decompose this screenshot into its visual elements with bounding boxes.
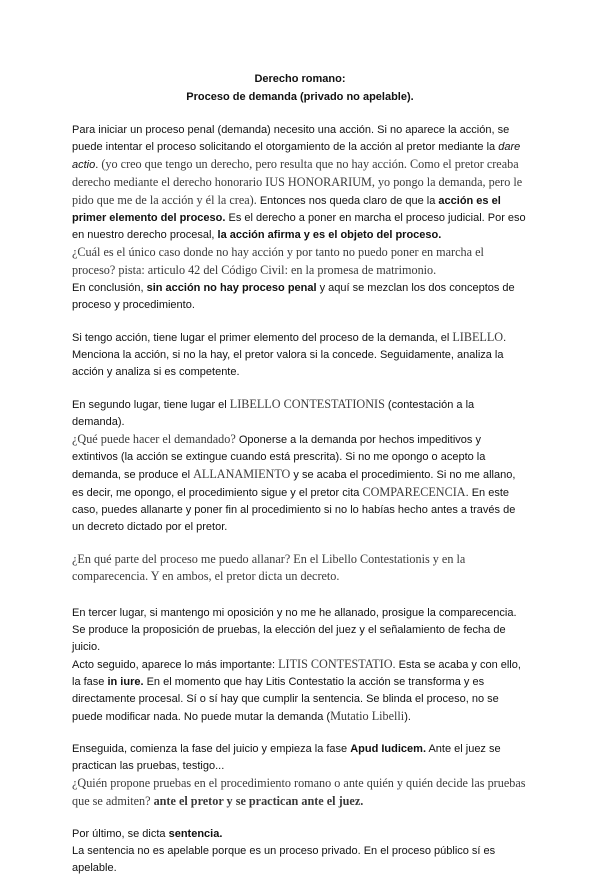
p1-bold-primer-elemento: acción es el primer elemento del proceso. xyxy=(72,195,501,224)
p5-text-c: En el momento que hay Litis Contestatio la acción se transforma y es directamente procesal. Sí o sí hay que cumplir la sentencia. Se blinda el proceso, no se puede modificar nada. No puede mutar la demanda ( xyxy=(72,676,499,723)
p6-question-pruebas: ¿Quién propone pruebas en el procedimiento romano o ante quién y quién decide las pruebas que se admiten? xyxy=(72,776,526,808)
p3-text-a: En segundo lugar, tiene lugar el xyxy=(72,399,230,411)
p1-text-a-end: . xyxy=(95,159,102,171)
document-title: Derecho romano: xyxy=(254,73,346,85)
p6-bold-apud-iudicem: Apud Iudicem. xyxy=(350,743,426,755)
p5-mutatio-libelli: Mutatio Libelli xyxy=(330,709,405,723)
p3-question-demandado: ¿Qué puede hacer el demandado? xyxy=(72,432,236,446)
p7-text-b: La sentencia no es apelable porque es un proceso privado. En el proceso público sí es apelable. xyxy=(72,845,496,874)
p7-text-a: Por último, se dicta xyxy=(72,828,169,840)
p2-libello: LIBELLO xyxy=(452,330,504,344)
p2-text-a-end: . Menciona la acción, si no la hay, el pretor valora si la concede. Seguidamente, analiza la acción y analiza si es competente. xyxy=(72,332,507,378)
paragraph-accion xyxy=(72,122,528,314)
p3-comparecencia: COMPARECENCIA xyxy=(362,485,466,499)
p1-bold-sin-accion: sin acción no hay proceso penal xyxy=(146,282,317,294)
p5-text-a: En tercer lugar, si mantengo mi oposición y no me he allanado, prosigue la comparecencia. Se produce la proposición de pruebas, la elección del juez y el señalamiento de fecha de juicio. xyxy=(72,607,517,653)
document-title-block xyxy=(72,70,528,106)
p3-text-c-end: y se acaba el procedimiento. Si no me allano, es decir, me opongo, el procedimiento sigue y el pretor cita xyxy=(72,469,516,499)
p1-text-d: Es el derecho a poner en marcha el proceso judicial. Por eso en nuestro derecho procesal, xyxy=(72,212,526,241)
paragraph-apud-iudicem xyxy=(72,741,528,811)
paragraph-libello-contestationis xyxy=(72,396,528,536)
p1-text-f: En conclusión, xyxy=(72,282,147,294)
p7-bold-sentencia: sentencia. xyxy=(168,828,223,840)
p3-text-d-end: . En este caso, puedes allanarte y poner fin al procedimiento si no lo habías hecho antes a través de un decreto dictado por el pretor. xyxy=(72,487,516,533)
paragraph-litis-contestatio xyxy=(72,605,528,726)
p6-text-a: Enseguida, comienza la fase del juicio y empieza la fase xyxy=(72,743,351,755)
p5-text-c-end: ). xyxy=(404,711,411,723)
p3-text-b-end: Oponerse a la demanda por hechos impeditivos y extintivos (la acción se extingue cuando está prescrita). Si no me opongo o acepto la demanda, se produce el xyxy=(72,434,486,481)
p3-allanamiento: ALLANAMIENTO xyxy=(193,467,291,481)
p1-text-c: Entonces nos queda claro de que la xyxy=(256,195,439,207)
p1-text-f-end: y aquí se mezclan los dos conceptos de proceso y procedimiento. xyxy=(72,282,515,311)
p5-bold-in-iure: in iure. xyxy=(107,676,144,688)
p5-litis-contestatio: LITIS CONTESTATIO xyxy=(278,657,393,671)
p3-libello-contestationis: LIBELLO CONTESTATIONIS xyxy=(229,397,385,411)
p1-bold-accion-afirma: la acción afirma y es el objeto del proceso. xyxy=(217,229,442,241)
p2-text-a: Si tengo acción, tiene lugar el primer elemento del proceso de la demanda, el xyxy=(72,332,453,344)
p6-text-a-end: Ante el juez se practican las pruebas, testigo... xyxy=(72,743,501,772)
p1-text-a: Para iniciar un proceso penal (demanda) necesito una acción. Si no aparece la acción, se puede intentar el proceso solicitando el otorgamiento de la acción al pretor mediante la xyxy=(72,124,510,153)
p1-question-promesa: ¿Cuál es el único caso donde no hay acción y por tanto no puedo poner en marcha el proceso? pista: articulo 42 del Código Civil: en la promesa de matrimonio. xyxy=(72,245,484,277)
p6-answer-pruebas: ante el pretor y se practican ante el juez. xyxy=(153,794,364,808)
p1-note-ius-honorarium: (yo creo que tengo un derecho, pero resulta que no hay acción. Como el pretor creaba derecho mediante el derecho honorario IUS HONORARIUM, yo pongo la demanda, pero le pido que me de la acción y él la crea). xyxy=(72,157,523,207)
p3-text-a-end: (contestación a la demanda). xyxy=(72,399,475,428)
paragraph-question-allanar: ¿En qué parte del proceso me puedo allanar? En el Libello Contestationis y en la comparecencia. Y en ambos, el pretor dicta un decreto. xyxy=(72,552,466,583)
p1-dare-actio: dare actio xyxy=(72,141,521,171)
document-subtitle: Proceso de demanda (privado no apelable). xyxy=(186,91,414,103)
p5-text-b: Acto seguido, aparece lo más importante: xyxy=(72,659,279,671)
paragraph-sentencia xyxy=(72,826,528,877)
paragraph-libello xyxy=(72,329,528,381)
p5-text-b-end: . Esta se acaba y con ello, la fase xyxy=(72,659,521,688)
